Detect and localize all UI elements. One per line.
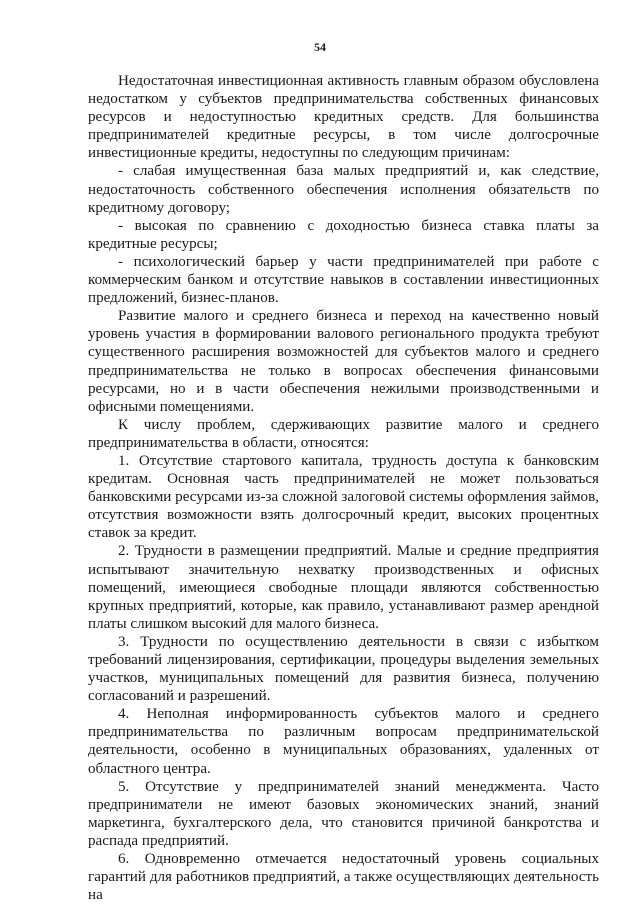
problem-item-4: 4. Неполная информированность субъектов малого и среднего предпринимательства по различным вопросам предпринимательской деятельности, особенно в муниципальных образованиях, удаленных от областного центра. — [88, 706, 599, 777]
problem-item-1: 1. Отсутствие стартового капитала, трудность доступа к банковским кредитам. Основная часть предпринимателей не может пользоваться банковскими ресурсами из-за сложной залоговой системы оформления займов, отсутствия возможности взять долгосрочный кредит, высоких процентных ставок за кредит. — [88, 452, 599, 542]
page-number: 54 — [314, 40, 326, 54]
paragraph-problems-intro: К числу проблем, сдерживающих развитие малого и среднего предпринимательства в области, относятся: — [88, 416, 599, 451]
paragraph-investment-activity: Недостаточная инвестиционная активность главным образом обусловлена недостатком у субъектов предпринимательства собственных финансовых ресурсов и недоступностью кредитных средств. Для большинства предпринимателей кредитные ресурсы, в том числе долгосрочные инвестиционные кредиты, недоступны по следующим причинам: — [88, 73, 599, 162]
problem-item-3: 3. Трудности по осуществлению деятельности в связи с избытком требований лицензирования, сертификации, процедуры выделения земельных участков, муниципальных помещений для развития бизнеса, получению согласований и разрешений. — [88, 633, 599, 705]
reason-psychological-barrier: - психологический барьер у части предпринимателей при работе с коммерческим банком и отсутствие навыков в составлении инвестиционных предложений, бизнес-планов. — [88, 253, 599, 307]
problem-item-2: 2. Трудности в размещении предприятий. Малые и средние предприятия испытывают значительную нехватку производственных и офисных помещений, имеющиеся свободные площади являются собственностью крупных предприятий, которые, как правило, устанавливают размер арендной платы слишком высокий для малого бизнеса. — [88, 543, 599, 632]
document-body — [88, 72, 599, 904]
problem-item-6: 6. Одновременно отмечается недостаточный уровень социальных гарантий для работников предприятий, а также осуществляющих деятельность на — [88, 851, 599, 904]
reason-high-credit-rate: - высокая по сравнению с доходностью бизнеса ставка платы за кредитные ресурсы; — [88, 217, 599, 252]
problem-item-5: 5. Отсутствие у предпринимателей знаний менеджмента. Часто предприниматели не имеют базовых экономических знаний, знаний маркетинга, бухгалтерского дела, что становится причиной банкротства и распада предприятий. — [88, 778, 599, 849]
reason-weak-property-base: - слабая имущественная база малых предприятий и, как следствие, недостаточность собственного обеспечения исполнения обязательств по кредитному договору; — [88, 163, 599, 216]
paragraph-business-development: Развитие малого и среднего бизнеса и переход на качественно новый уровень участия в формировании валового регионального продукта требуют существенного расширения возможностей для субъектов малого и среднего предпринимательства не только в вопросах обеспечения финансовыми ресурсами, но и в части обеспечения нежилыми производственными и офисными помещениями. — [88, 308, 599, 415]
